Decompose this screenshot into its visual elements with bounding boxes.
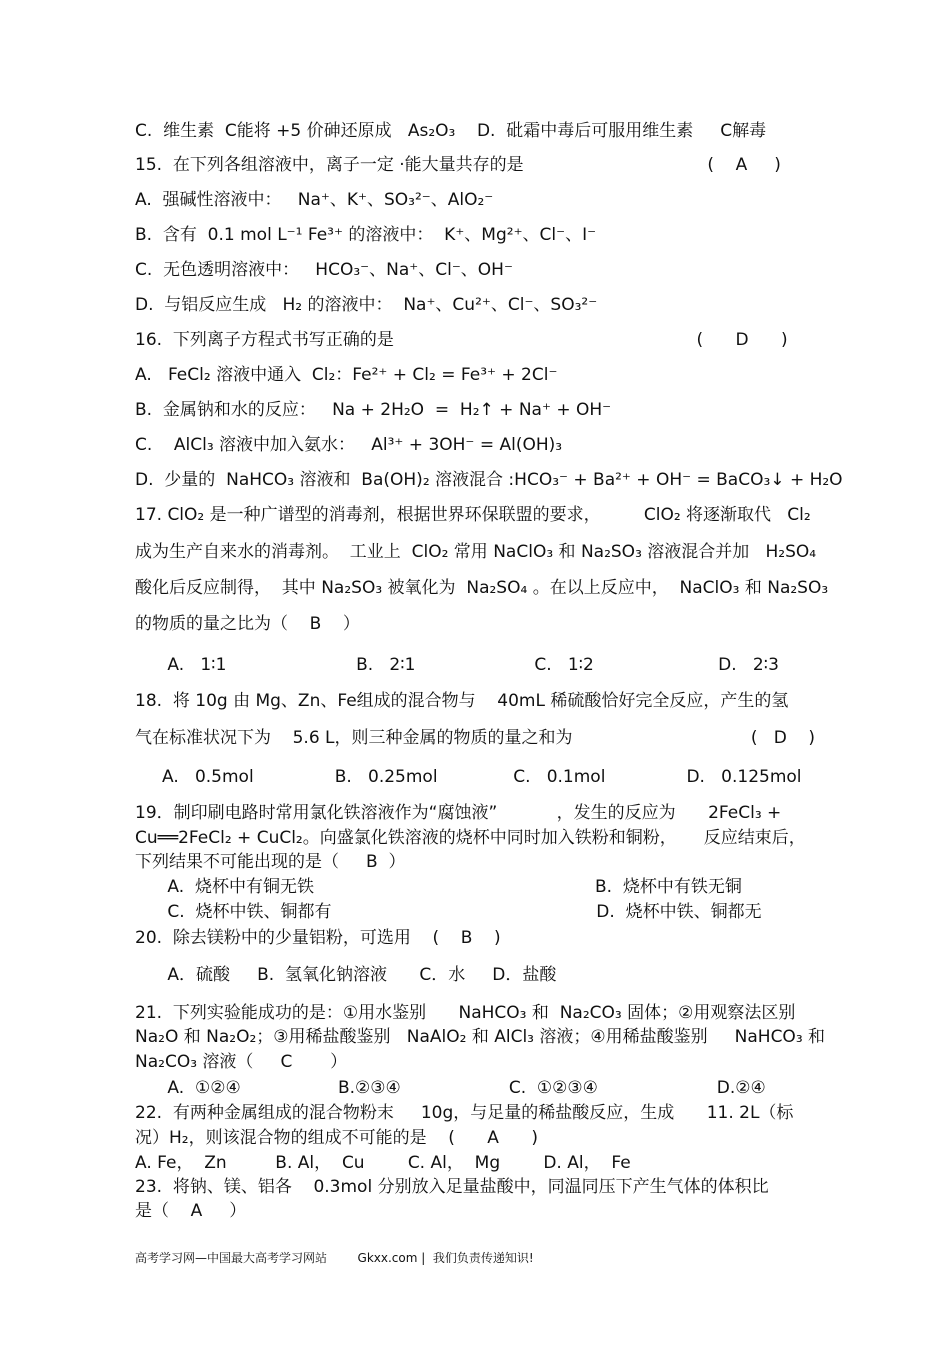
question-line-1: C. 维生素 C能将 +5 价砷还原成 As₂O₃ D. 砒霜中毒后可服用维生素 C解毒 — [135, 121, 767, 141]
question-line-29: Na₂CO₃ 溶液（ C ） — [135, 1052, 348, 1072]
question-line-21: Cu══2FeCl₂ + CuCl₂。向盛氯化铁溶液的烧杯中同时加入铁粉和铜粉， 反应结束后， — [135, 828, 806, 848]
question-line-28: Na₂O 和 Na₂O₂；③用稀盐酸鉴别 NaAlO₂ 和 AlCl₃ 溶液；④用稀盐酸鉴别 NaHCO₃ 和 — [135, 1027, 826, 1047]
question-line-18: 气在标准状况下为 5.6 L，则三种金属的物质的量之和为 ( D ) — [135, 728, 816, 748]
question-line-30: A. ①②④ B.②③④ C. ①②③④ D.②④ — [135, 1078, 766, 1098]
question-line-7: 16. 下列离子方程式书写正确的是 ( D ) — [135, 330, 788, 350]
question-line-14: 酸化后反应制得， 其中 Na₂SO₃ 被氧化为 Na₂SO₄ 。在以上反应中， NaClO₃ 和 Na₂SO₃ — [135, 578, 829, 598]
page-footer: 高考学习网—中国最大高考学习网站 Gkxx.com | 我们负责传递知识! — [135, 1251, 534, 1265]
question-line-13: 成为生产自来水的消毒剂。 工业上 ClO₂ 常用 NaClO₃ 和 Na₂SO₃ 溶液混合并加 H₂SO₄ — [135, 542, 817, 562]
question-line-6: D. 与铝反应生成 H₂ 的溶液中： Na⁺、Cu²⁺、Cl⁻、SO₃²⁻ — [135, 295, 598, 315]
question-line-19: A. 0.5mol B. 0.25mol C. 0.1mol D. 0.125mol — [135, 767, 802, 787]
question-line-32: 况）H₂，则该混合物的组成不可能的是 ( A ) — [135, 1128, 538, 1148]
question-line-27: 21. 下列实验能成功的是：①用水鉴别 NaHCO₃ 和 Na₂CO₃ 固体；②用观察法区别 — [135, 1003, 796, 1023]
question-line-11: D. 少量的 NaHCO₃ 溶液和 Ba(OH)₂ 溶液混合 :HCO₃⁻ + Ba²⁺ + OH⁻ = BaCO₃↓ + H₂O — [135, 470, 843, 490]
question-line-34: 23. 将钠、镁、铝各 0.3mol 分别放入足量盐酸中，同温同压下产生气体的体积比 — [135, 1177, 769, 1197]
question-line-8: A. FeCl₂ 溶液中通入 Cl₂：Fe²⁺ + Cl₂ = Fe³⁺ + 2Cl⁻ — [135, 365, 558, 385]
question-line-9: B. 金属钠和水的反应： Na + 2H₂O = H₂↑ + Na⁺ + OH⁻ — [135, 400, 612, 420]
question-line-16: A. 1∶1 B. 2∶1 C. 1∶2 D. 2∶3 — [135, 655, 779, 675]
question-line-23: A. 烧杯中有铜无铁 B. 烧杯中有铁无铜 — [135, 877, 742, 897]
question-line-33: A. Fe， Zn B. Al， Cu C. Al， Mg D. Al， Fe — [135, 1153, 631, 1173]
question-line-3: A. 强碱性溶液中： Na⁺、K⁺、SO₃²⁻、AlO₂⁻ — [135, 190, 494, 210]
question-line-4: B. 含有 0.1 mol L⁻¹ Fe³⁺ 的溶液中： K⁺、Mg²⁺、Cl⁻、I⁻ — [135, 225, 597, 245]
question-line-15: 的物质的量之比为（ B ） — [135, 614, 360, 634]
question-line-31: 22. 有两种金属组成的混合物粉末 10g，与足量的稀盐酸反应，生成 11. 2L（标 — [135, 1103, 794, 1123]
question-line-10: C. AlCl₃ 溶液中加入氨水： Al³⁺ + 3OH⁻ = Al(OH)₃ — [135, 435, 563, 455]
question-line-20: 19．制印刷电路时常用氯化铁溶液作为“腐蚀液” ，发生的反应为 2FeCl₃ + — [135, 803, 782, 823]
question-line-35: 是（ A ） — [135, 1201, 247, 1221]
question-line-2: 15. 在下列各组溶液中，离子一定 ·能大量共存的是 ( A ) — [135, 155, 781, 175]
question-line-25: 20. 除去镁粉中的少量铝粉，可选用 ( B ) — [135, 928, 501, 948]
question-line-17: 18. 将 10g 由 Mg、Zn、Fe组成的混合物与 40mL 稀硫酸恰好完全反应，产生的氢 — [135, 691, 789, 711]
question-line-24: C. 烧杯中铁、铜都有 D. 烧杯中铁、铜都无 — [135, 902, 762, 922]
question-line-22: 下列结果不可能出现的是（ B ） — [135, 852, 406, 872]
question-line-5: C. 无色透明溶液中： HCO₃⁻、Na⁺、Cl⁻、OH⁻ — [135, 260, 513, 280]
question-line-26: A．硫酸 B. 氢氧化钠溶液 C．水 D．盐酸 — [135, 965, 557, 985]
question-line-12: 17. ClO₂ 是一种广谱型的消毒剂，根据世界环保联盟的要求， ClO₂ 将逐渐取代 Cl₂ — [135, 505, 811, 525]
